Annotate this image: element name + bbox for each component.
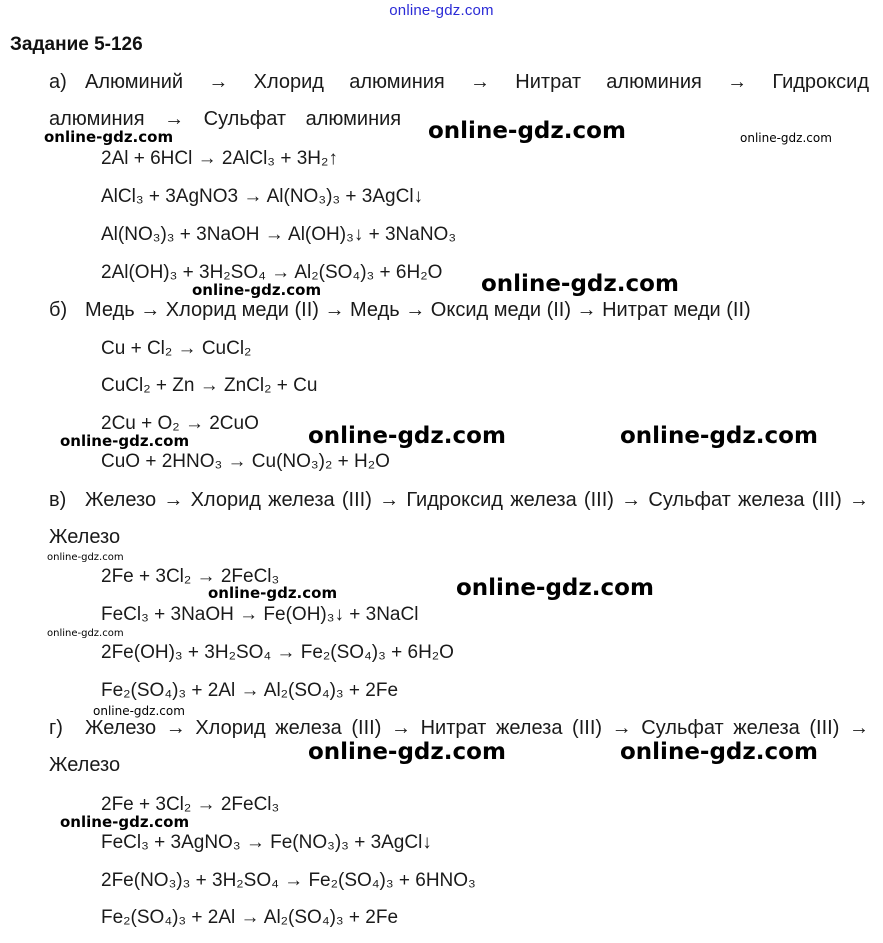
equation: 2Fe + 3Cl₂ → 2FeCl₃ bbox=[101, 794, 280, 815]
equation: 2Al + 6HCl → 2AlCl₃ + 3H₂↑ bbox=[101, 148, 338, 169]
part-b-chain-text: Медь → Хлорид меди (II) → Медь → Оксид меди (II) → Нитрат меди (II) bbox=[85, 299, 751, 321]
watermark: online-gdz.com bbox=[428, 118, 626, 144]
watermark: online-gdz.com bbox=[620, 739, 818, 765]
equation: CuCl₂ + Zn → ZnCl₂ + Cu bbox=[101, 375, 318, 396]
equation: AlCl₃ + 3AgNO3 → Al(NO₃)₃ + 3AgCl↓ bbox=[101, 186, 424, 207]
watermark: online-gdz.com bbox=[740, 131, 832, 145]
equation: Fe₂(SO₄)₃ + 2Al → Al₂(SO₄)₃ + 2Fe bbox=[101, 907, 399, 928]
watermark: online-gdz.com bbox=[47, 628, 124, 639]
watermark: online-gdz.com bbox=[47, 552, 124, 563]
equation: 2Fe(NO₃)₃ + 3H₂SO₄ → Fe₂(SO₄)₃ + 6HNO₃ bbox=[101, 870, 476, 891]
part-c-label: в) bbox=[49, 489, 67, 511]
watermark: online-gdz.com bbox=[481, 271, 679, 297]
part-b-label: б) bbox=[49, 299, 68, 321]
equation: Fe₂(SO₄)₃ + 2Al → Al₂(SO₄)₃ + 2Fe bbox=[101, 680, 399, 701]
watermark: online-gdz.com bbox=[44, 128, 174, 146]
equation: FeCl₃ + 3NaOH → Fe(OH)₃↓ + 3NaCl bbox=[101, 604, 419, 625]
part-d-label: г) bbox=[49, 717, 63, 739]
equation: Al(NO₃)₃ + 3NaOH → Al(OH)₃↓ + 3NaNO₃ bbox=[101, 224, 457, 245]
part-a-label: а) bbox=[49, 71, 67, 93]
watermark: online-gdz.com bbox=[60, 813, 190, 831]
part-c-chain bbox=[49, 482, 869, 556]
equation: FeCl₃ + 3AgNO₃ → Fe(NO₃)₃ + 3AgCl↓ bbox=[101, 832, 432, 853]
equation: 2Al(OH)₃ + 3H₂SO₄ → Al₂(SO₄)₃ + 6H₂O bbox=[101, 262, 443, 283]
watermark: online-gdz.com bbox=[208, 584, 338, 602]
equation: 2Fe + 3Cl₂ → 2FeCl₃ bbox=[101, 566, 280, 587]
watermark: online-gdz.com bbox=[620, 423, 818, 449]
watermark: online-gdz.com bbox=[60, 432, 190, 450]
equation: CuO + 2HNO₃ → Cu(NO₃)₂ + H₂O bbox=[101, 451, 390, 472]
part-b-chain bbox=[49, 292, 869, 329]
part-c-chain-text: Железо → Хлорид железа (III) → Гидроксид железа (III) → Сульфат железа (III) → Железо bbox=[49, 489, 869, 548]
equation: 2Fe(OH)₃ + 3H₂SO₄ → Fe₂(SO₄)₃ + 6H₂O bbox=[101, 642, 454, 663]
watermark: online-gdz.com bbox=[308, 739, 506, 765]
part-d-chain-text: Железо → Хлорид железа (III) → Нитрат железа (III) → Сульфат железа (III) → Железо bbox=[49, 717, 869, 776]
watermark: online-gdz.com bbox=[192, 281, 322, 299]
site-header-link[interactable]: online-gdz.com bbox=[389, 2, 494, 19]
watermark: online-gdz.com bbox=[308, 423, 506, 449]
watermark: online-gdz.com bbox=[456, 575, 654, 601]
part-a-chain-text: Алюминий → Хлорид алюминия → Нитрат алюминия → Гидроксид алюминия → Сульфат алюминия bbox=[49, 71, 869, 130]
equation: 2Cu + O₂ → 2CuO bbox=[101, 413, 259, 434]
page-title: Задание 5-126 bbox=[10, 34, 143, 55]
watermark: online-gdz.com bbox=[93, 704, 185, 718]
equation: Cu + Cl₂ → CuCl₂ bbox=[101, 338, 252, 359]
